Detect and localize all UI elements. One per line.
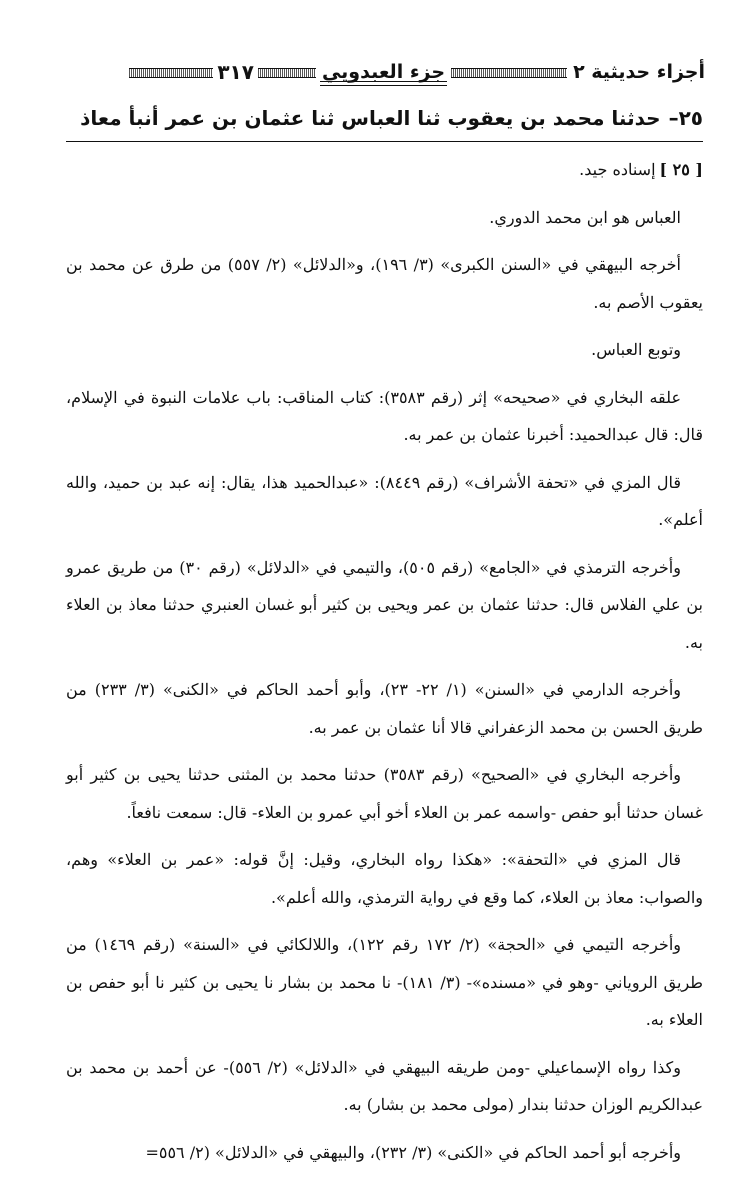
footnote-separator — [66, 141, 703, 142]
hadith-number: ٢٥– — [668, 106, 703, 130]
hadith-isnad-line — [66, 98, 703, 138]
footnote-paragraph: وكذا رواه الإسماعيلي -ومن طريقه البيهقي في «الدلائل» (٢/ ٥٥٦)- عن أحمد بن محمد بن عبدالكريم الوزان حدثنا بندار (مولى محمد بن بشار) به. — [66, 1057, 703, 1114]
header-rule — [451, 68, 567, 78]
series-title: أجزاء حديثية ٢ — [573, 61, 705, 83]
footnote-paragraph: وتوبع العباس. — [591, 340, 681, 359]
footnote-paragraph: وأخرجه البخاري في «الصحيح» (رقم ٣٥٨٣) حدثنا محمد بن المثنى حدثنا يحيى بن كثير أبو غسان حدثنا أبو حفص -واسمه عمر بن العلاء أخو أبي عمرو بن العلاء- قال: سمعت نافعاً. — [66, 765, 703, 822]
footnote-paragraph: قال المزي في «تحفة الأشراف» (رقم ٨٤٤٩): «عبدالحميد هذا، يقال: إنه عبد بن حميد، والله أعلم». — [66, 472, 703, 529]
footnote-paragraph: وأخرجه الدارمي في «السنن» (١/ ٢٢- ٢٣)، وأبو أحمد الحاكم في «الكنى» (٣/ ٢٣٣) من طريق الحسن بن محمد الزعفراني قالا أنا عثمان بن عمر به. — [66, 680, 703, 737]
footnote-paragraph: العباس هو ابن محمد الدوري. — [489, 207, 681, 227]
footnote-paragraph: وأخرجه التيمي في «الحجة» (٢/ ١٧٢ رقم ١٢٢)، واللالكائي في «السنة» (رقم ١٤٦٩) من طريق الروياني -وهو في «مسنده»- (٣/ ١٨١)- نا محمد بن بشار نا يحيى بن كثير نا أبو حفص بن العلاء به. — [66, 935, 704, 1029]
header-rule — [129, 68, 213, 78]
footnote-paragraph: أخرجه البيهقي في «السنن الكبرى» (٣/ ١٩٦)، و«الدلائل» (٢/ ٥٥٧) من طرق عن محمد بن يعقوب الأصم به. — [66, 255, 703, 312]
part-title: جزء العبدويي — [321, 61, 446, 83]
footnote-text: إسناده جيد. — [579, 160, 656, 179]
footnote-paragraph: وأخرجه أبو أحمد الحاكم في «الكنى» (٣/ ٢٣٢)، والبيهقي في «الدلائل» (٢/ ٥٥٦= — [145, 1142, 681, 1162]
footnote-paragraph: وأخرجه الترمذي في «الجامع» (رقم ٥٠٥)، والتيمي في «الدلائل» (رقم ٣٠) من طريق عمرو بن علي الفلاس قال: حدثنا عثمان بن عمر ويحيى بن كثير أبو غسان العنبري حدثنا معاذ بن العلاء به. — [66, 557, 703, 652]
footnotes — [66, 151, 703, 1181]
footnote-paragraph: قال المزي في «التحفة»: «هكذا رواه البخاري، وقيل: إنَّ قوله: «عمر بن العلاء» وهم، والصواب: معاذ بن العلاء، كما وقع في رواية الترمذي، والله أعلم». — [66, 850, 703, 907]
hadith-isnad-text: حدثنا محمد بن يعقوب ثنا العباس ثنا عثمان بن عمر أنبأ معاذ — [80, 106, 661, 130]
page-number: ٣١٧ — [217, 60, 254, 84]
footnote-paragraph: علقه البخاري في «صحيحه» إثر (رقم ٣٥٨٣): كتاب المناقب: باب علامات النبوة في الإسلام، قال: قال عبدالحميد: أخبرنا عثمان بن عمر به. — [66, 387, 703, 444]
running-header — [62, 54, 705, 90]
footnote-ref: [ ٢٥ ] — [659, 160, 703, 179]
header-rule — [258, 68, 316, 78]
footnote-paragraph — [66, 151, 703, 189]
